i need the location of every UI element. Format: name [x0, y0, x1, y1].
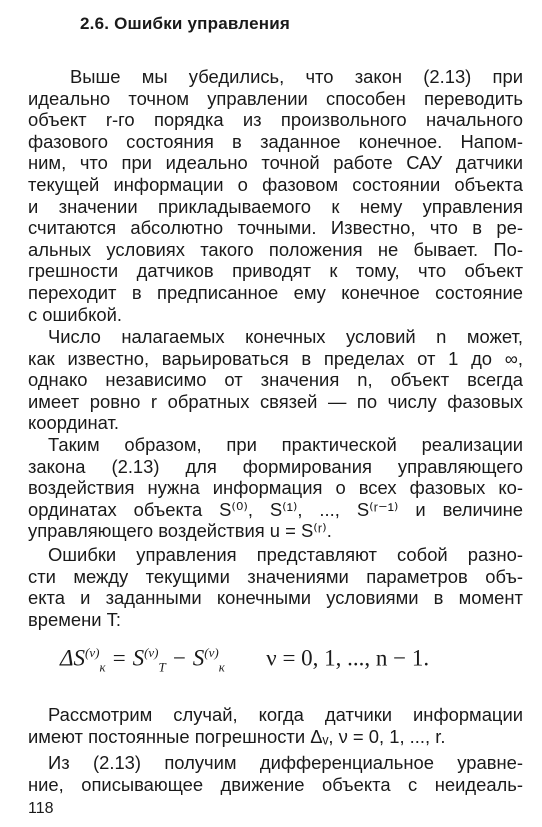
text-line: Рассмотрим случай, когда датчики информации [48, 704, 523, 725]
text-line: с ошибкой. [28, 303, 122, 325]
text-line: воздействия нужна информация о всех фазовых ко- [28, 477, 523, 499]
formula-term1: S [132, 645, 145, 671]
text-line: ним, что при идеально точной работе САУ датчики [28, 152, 523, 174]
text-line: закона (2.13) для формирования управляющего [28, 455, 523, 477]
formula-term1-sup: (ν) [144, 645, 159, 660]
text-line: управляющего воздействия u = S⁽ʳ⁾. [28, 520, 332, 542]
formula-term2-sup: (ν) [204, 645, 219, 660]
text-line: имеют постоянные погрешности Δᵥ, ν = 0, 1, ..., r. [28, 725, 446, 747]
text-line: фазового состояния в заданное конечное. Напом- [28, 130, 523, 152]
text-line: Выше мы убедились, что закон (2.13) при [70, 66, 523, 87]
formula-lhs-sub: к [99, 659, 106, 675]
text-line: альных условиях такого положения не бывает. По- [28, 238, 523, 260]
text-line: екта и заданными конечными условиями в момент [28, 587, 523, 609]
page-number: 118 [28, 800, 54, 817]
text-line: Число налагаемых конечных условий n может, [48, 326, 523, 347]
text-line: времени T: [28, 608, 121, 630]
formula-term1-sub: T [158, 659, 166, 675]
text-line: Таким образом, при практической реализации [48, 434, 523, 455]
paragraph-4 [28, 544, 523, 630]
text-line: ние, описывающее движение объекта с неидеаль- [28, 773, 523, 795]
text-line: считаются абсолютно точными. Известно, что в ре- [28, 217, 523, 239]
paragraph-1 [28, 66, 523, 325]
text-line: и значении прикладываемого к нему управления [28, 195, 523, 217]
paragraph-5 [28, 704, 523, 747]
formula-range: ν = 0, 1, ..., n − 1. [266, 645, 430, 671]
section-title: 2.6. Ошибки управления [80, 14, 290, 33]
text-line: объект r-го порядка из произвольного начального [28, 109, 523, 131]
text-line: Ошибки управления представляют собой разно- [48, 544, 523, 565]
text-line: идеально точном управлении способен переводить [28, 87, 523, 109]
text-line: переходит в предписанное ему конечное состояние [28, 281, 523, 303]
paragraph-3 [28, 434, 523, 542]
text-line: сти между текущими значениями параметров объ- [28, 565, 523, 587]
text-line: грешности датчиков приводят к тому, что объект [28, 260, 523, 282]
formula-lhs-sup: (ν) [85, 645, 100, 660]
text-line: ординатах объекта S⁽⁰⁾, S⁽¹⁾, ..., S⁽ʳ⁻¹⁾ и величине [28, 498, 523, 520]
paragraph-6 [28, 752, 523, 795]
text-line: однако независимо от значения n, объект всегда [28, 369, 523, 391]
formula [60, 645, 500, 675]
formula-lhs: ΔS [60, 645, 85, 671]
text-line: координат. [28, 412, 119, 434]
formula-term2-sub: к [218, 659, 225, 675]
formula-minus: − [171, 645, 188, 671]
formula-eq: = [111, 645, 127, 671]
text-line: текущей информации о фазовом состоянии объекта [28, 173, 523, 195]
text-line: Из (2.13) получим дифференциальное уравне- [48, 752, 523, 773]
formula-term2: S [192, 645, 205, 671]
paragraph-2 [28, 326, 523, 434]
text-line: имеет ровно r обратных связей — по числу фазовых [28, 390, 523, 412]
text-line: как известно, варьироваться в пределах от 1 до ∞, [28, 347, 523, 369]
